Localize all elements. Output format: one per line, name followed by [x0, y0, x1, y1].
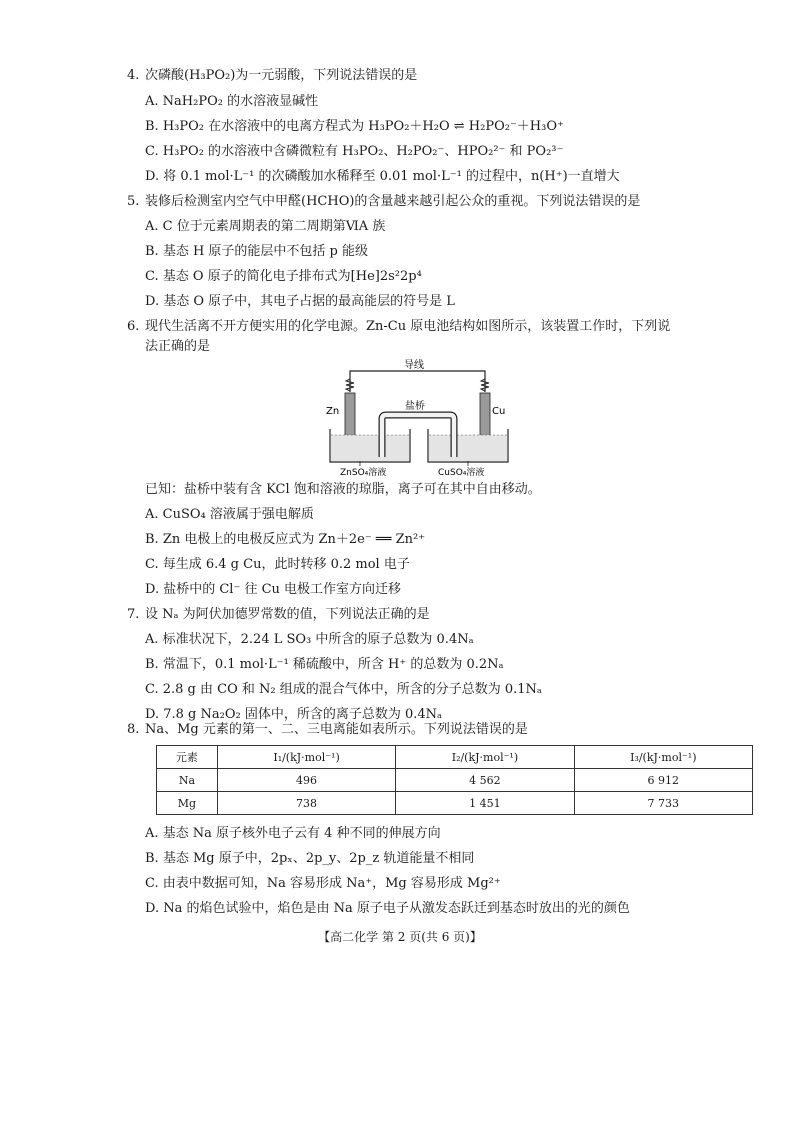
q8-option-c: C. 由表中数据可知，Na 容易形成 Na⁺，Mg 容易形成 Mg²⁺ — [145, 876, 501, 891]
q5-option-c: C. 基态 O 原子的简化电子排布式为[He]2s²2p⁴ — [145, 269, 422, 284]
salt-bridge-label: 盐桥 — [405, 401, 425, 412]
page-footer: 【高二化学 第 2 页(共 6 页)】 — [318, 930, 482, 944]
table-header-cell: I₃/(kJ·mol⁻¹) — [574, 746, 752, 769]
q5-option-b: B. 基态 H 原子的能层中不包括 p 能级 — [145, 244, 369, 259]
table-header-cell: 元素 — [157, 746, 218, 769]
table-header-row — [157, 746, 753, 769]
table-header-cell: I₂/(kJ·mol⁻¹) — [396, 746, 574, 769]
wire-line — [350, 371, 485, 392]
q5-option-d: D. 基态 O 原子中，其电子占据的最高能层的符号是 L — [145, 294, 455, 309]
q7-option-b: B. 常温下，0.1 mol·L⁻¹ 稀硫酸中，所含 H⁺ 的总数为 0.2Nₐ — [145, 657, 504, 672]
q6-note: 已知：盐桥中装有含 KCl 饱和溶液的琼脂，离子可在其中自由移动。 — [145, 482, 541, 497]
q7-stem: 设 Nₐ 为阿伏加德罗常数的值，下列说法正确的是 — [145, 607, 430, 622]
left-solution-label: ZnSO₄溶液 — [340, 468, 387, 477]
ionization-energy-table — [156, 745, 753, 815]
q4-option-c: C. H₃PO₂ 的水溶液中含磷微粒有 H₃PO₂、H₂PO₂⁻、HPO₂²⁻ 和 PO₂³⁻ — [145, 144, 564, 159]
zn-label: Zn — [326, 406, 340, 417]
right-solution-label: CuSO₄溶液 — [438, 468, 485, 477]
q5-option-a: A. C 位于元素周期表的第二周期第ⅥA 族 — [145, 219, 386, 234]
table-row — [157, 769, 753, 792]
q8-option-a: A. 基态 Na 原子核外电子云有 4 种不同的伸展方向 — [145, 826, 441, 841]
table-cell: Na — [157, 769, 218, 792]
q7-number: 7. — [127, 607, 140, 622]
q6-option-a: A. CuSO₄ 溶液属于强电解质 — [145, 507, 314, 522]
q8-option-b: B. 基态 Mg 原子中，2pₓ、2p_y、2p_z 轨道能量不相同 — [145, 851, 475, 866]
q8-option-d: D. Na 的焰色试验中，焰色是由 Na 原子电子从激发态跃迁到基态时放出的光的颜色 — [145, 901, 630, 916]
q6-stem-line2: 法正确的是 — [145, 339, 211, 354]
table-cell: 1 451 — [396, 792, 574, 815]
q8-stem: Na、Mg 元素的第一、二、三电离能如表所示。下列说法错误的是 — [145, 722, 528, 737]
q4-stem: 次磷酸(H₃PO₂)为一元弱酸，下列说法错误的是 — [145, 68, 418, 83]
table-cell: 6 912 — [574, 769, 752, 792]
zn-cu-cell-figure — [320, 357, 520, 477]
cu-label: Cu — [492, 406, 506, 417]
q7-option-a: A. 标准状况下，2.24 L SO₃ 中所含的原子总数为 0.4Nₐ — [145, 632, 474, 647]
table-cell: 738 — [217, 792, 395, 815]
q6-stem-line1: 现代生活离不开方便实用的化学电源。Zn-Cu 原电池结构如图所示，该装置工作时，下列说 — [145, 319, 671, 334]
wire-label: 导线 — [404, 360, 424, 371]
table-cell: Mg — [157, 792, 218, 815]
right-solution — [429, 435, 507, 461]
left-solution — [331, 435, 409, 461]
table-cell: 7 733 — [574, 792, 752, 815]
q8-number: 8. — [127, 722, 140, 737]
table-cell: 4 562 — [396, 769, 574, 792]
q5-stem: 装修后检测室内空气中甲醛(HCHO)的含量越来越引起公众的重视。下列说法错误的是 — [145, 194, 641, 209]
table-header-cell: I₁/(kJ·mol⁻¹) — [217, 746, 395, 769]
q4-option-b: B. H₃PO₂ 在水溶液中的电离方程式为 H₃PO₂＋H₂O ⇌ H₂PO₂⁻＋H₃O⁺ — [145, 119, 564, 134]
q4-option-d: D. 将 0.1 mol·L⁻¹ 的次磷酸加水稀释至 0.01 mol·L⁻¹ 的过程中，n(H⁺)一直增大 — [145, 169, 620, 184]
q6-option-d: D. 盐桥中的 Cl⁻ 往 Cu 电极工作室方向迁移 — [145, 582, 402, 597]
q6-number: 6. — [127, 319, 140, 334]
q7-option-c: C. 2.8 g 由 CO 和 N₂ 组成的混合气体中，所含的分子总数为 0.1Nₐ — [145, 682, 542, 697]
q7-option-d: D. 7.8 g Na₂O₂ 固体中，所含的离子总数为 0.4Nₐ — [145, 707, 443, 722]
q5-number: 5. — [127, 194, 140, 209]
q4-number: 4. — [127, 68, 140, 83]
table-cell: 496 — [217, 769, 395, 792]
q6-option-c: C. 每生成 6.4 g Cu，此时转移 0.2 mol 电子 — [145, 557, 410, 572]
table-row — [157, 792, 753, 815]
q4-option-a: A. NaH₂PO₂ 的水溶液显碱性 — [145, 94, 319, 109]
q6-option-b: B. Zn 电极上的电极反应式为 Zn＋2e⁻ ══ Zn²⁺ — [145, 532, 426, 547]
